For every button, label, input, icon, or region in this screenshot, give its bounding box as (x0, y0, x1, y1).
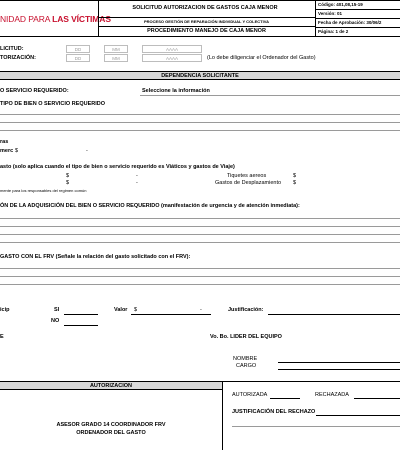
rechazada-label: RECHAZADA (315, 392, 349, 398)
service-label: O SERVICIO REQUERIDO: (0, 88, 69, 94)
request-month-field[interactable]: MM (104, 45, 128, 53)
logo-text-part2: LAS VÍCTIMAS (52, 14, 111, 24)
header-row-line-2 (98, 26, 315, 27)
type-line-2 (0, 122, 400, 123)
header-meta-line-2 (315, 18, 400, 19)
request-year-field[interactable]: AAAA (142, 45, 202, 53)
viaticos-currency-1: $ (66, 173, 70, 179)
viaticos-label: asto (solo aplica cuando el tipo de bien o servicio requerido es Viáticos y gastos de Viaje) (0, 164, 235, 170)
logo (0, 14, 111, 24)
rejection-justification-field[interactable] (316, 415, 400, 416)
authorization-divider (222, 381, 223, 450)
doc-version: Versión: 01 (318, 11, 343, 16)
e-label: E (0, 334, 4, 340)
desplazamiento-currency[interactable]: $ (293, 180, 297, 186)
authorization-note: (Lo debe diligenciar el Ordenador del Gasto) (207, 55, 316, 61)
asesor-label: ASESOR GRADO 14 COORDINADOR FRV (56, 422, 166, 428)
frv-line-2 (0, 276, 400, 277)
justification-label: ÓN DE LA ADQUISICIÓN DEL BIEN O SERVICIO REQUERIDO (manifestación de urgencia y de atención inmediata): (0, 203, 300, 209)
no-label: NO (51, 318, 60, 324)
ordenador-label: ORDENADOR DEL GASTO (76, 430, 146, 436)
cargo-field[interactable] (278, 369, 400, 370)
yes-field[interactable] (64, 314, 98, 315)
service-select-underline (140, 95, 400, 96)
viaticos-value-1[interactable]: - (136, 173, 138, 179)
section-autorizacion (0, 381, 222, 390)
logo-text-part1: NIDAD PARA (0, 14, 53, 24)
header-row-line-1 (98, 17, 315, 18)
merc-currency: $ (15, 148, 19, 154)
type-line-1 (0, 114, 400, 115)
type-line-3 (0, 130, 400, 131)
auth-month-field[interactable]: MM (104, 54, 128, 62)
section-autorizacion-title: AUTORIZACION (89, 383, 133, 389)
type-label: TIPO DE BIEN O SERVICIO REQUERIDO (0, 101, 106, 107)
regimen-note: mente para los responsables del regimen común (0, 188, 87, 193)
service-select[interactable]: Seleccione la información (142, 88, 210, 94)
yes-label: SI (54, 307, 60, 313)
rechazada-checkbox[interactable] (354, 398, 400, 399)
doc-code: Código: 401,08,15-19 (318, 2, 363, 7)
form-title: SOLICITUD AUTORIZACION DE GASTOS CAJA MENOR (132, 5, 278, 11)
valor-value[interactable]: - (200, 307, 202, 313)
auth-year-field[interactable]: AAAA (142, 54, 202, 62)
auth-day-field[interactable]: DD (66, 54, 90, 62)
approval-date: Fecha de Aprobación: 30/06/2 (318, 20, 382, 25)
rejection-line-2 (232, 426, 400, 427)
justification-line-4 (0, 242, 400, 243)
valor-currency: $ (134, 307, 138, 313)
request-date-label: LICITUD: (0, 46, 24, 52)
tiquetes-label: Tiquetes aereos (227, 173, 267, 179)
request-day-field[interactable]: DD (66, 45, 90, 53)
tiquetes-currency[interactable]: $ (293, 173, 297, 179)
process-name: PROCESO GESTIÓN DE REPARACIÓN INDIVIDUAL Y COLECTIVA (144, 19, 269, 24)
vobo-label: Vo. Bo. LIDER DEL EQUIPO (210, 334, 282, 340)
authorization-date-label: TORIZACIÓN: (0, 55, 36, 61)
viaticos-value-2[interactable]: - (136, 180, 138, 186)
valor-label: Valor (114, 307, 128, 313)
frv-label: GASTO CON EL FRV (Señale la relación del gasto solicitado con el FRV): (0, 254, 191, 260)
desplazamiento-label: Gastos de Desplazamiento (215, 180, 282, 186)
nombre-label: NOMBRE (233, 356, 258, 362)
justification-line-3 (0, 234, 400, 235)
page-number: Página: 1 de 2 (318, 29, 349, 34)
header-meta-line-3 (315, 27, 400, 28)
frv-line-1 (0, 268, 400, 269)
participation-label: icip (0, 307, 10, 313)
rejection-justification-label: JUSTIFICACIÓN DEL RECHAZO (232, 409, 316, 415)
header-meta-line-1 (315, 9, 400, 10)
nombre-field[interactable] (278, 362, 400, 363)
frv-line-3 (0, 284, 400, 285)
justification2-label: Justificación: (228, 307, 264, 313)
autorizada-checkbox[interactable] (270, 398, 300, 399)
autorizada-label: AUTORIZADA (232, 392, 268, 398)
justification2-field[interactable] (268, 314, 400, 315)
merc-value[interactable]: - (86, 148, 88, 154)
justification-line-2 (0, 226, 400, 227)
procedure-name: PROCEDIMIENTO MANEJO DE CAJA MENOR (147, 28, 266, 34)
section-dependencia-solicitante: DEPENDENCIA SOLICITANTE (0, 71, 400, 80)
valor-field-underline (131, 314, 211, 315)
viaticos-currency-2: $ (66, 180, 70, 186)
no-field[interactable] (64, 325, 98, 326)
cargo-label: CARGO (236, 363, 257, 369)
ras-label: ras (0, 139, 9, 145)
justification-line-1 (0, 218, 400, 219)
merc-label: merc (0, 148, 14, 154)
